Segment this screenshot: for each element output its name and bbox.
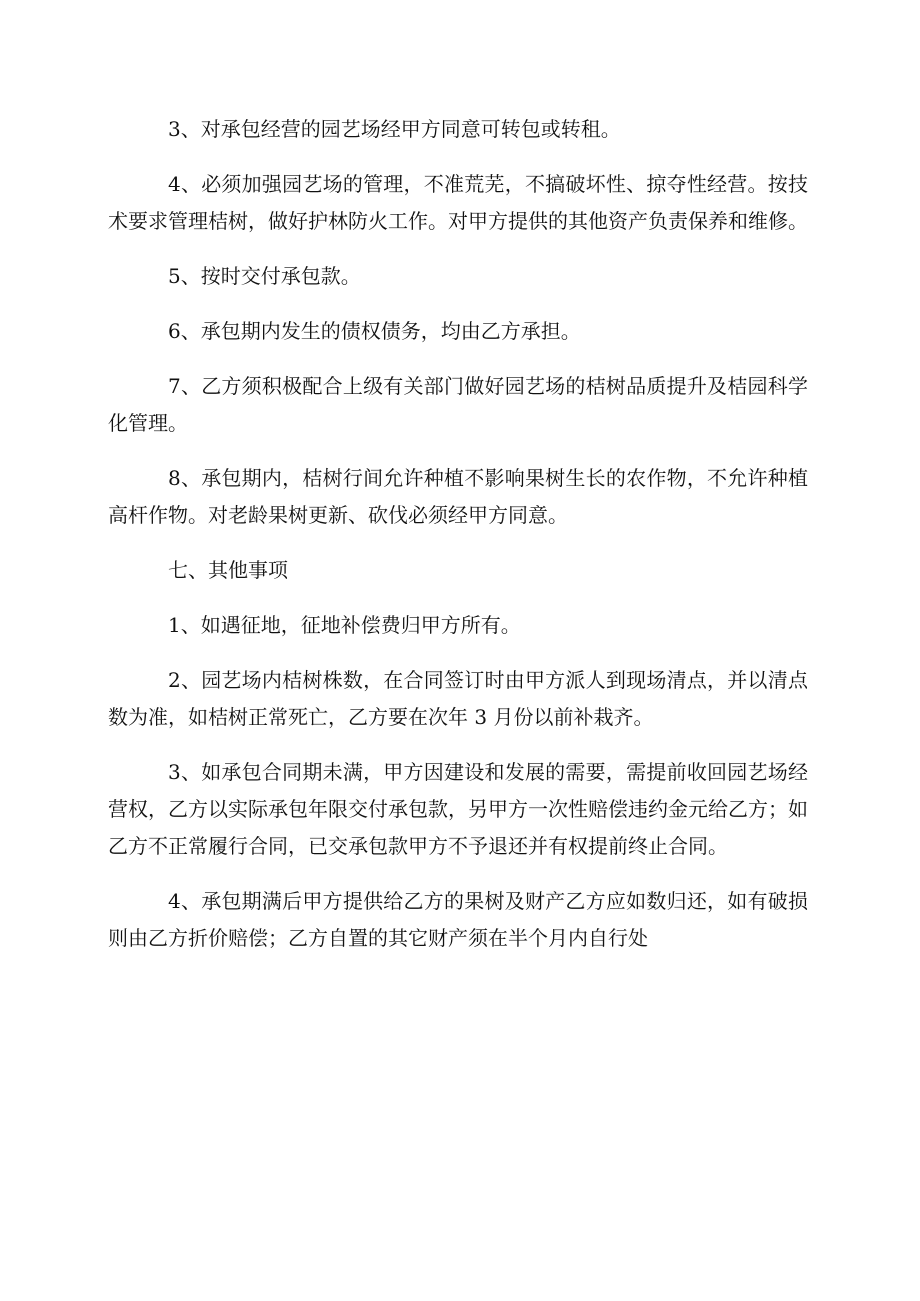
section-heading-other-matters: 七、其他事项 xyxy=(168,558,288,582)
clause-7-cooperation: 7、乙方须积极配合上级有关部门做好园艺场的桔树品质提升及桔园科学化管理。 xyxy=(108,374,808,435)
other-clause-1-land: 1、如遇征地，征地补偿费归甲方所有。 xyxy=(168,613,521,637)
clause-5-payment: 5、按时交付承包款。 xyxy=(168,264,361,288)
clause-3-sublease: 3、对承包经营的园艺场经甲方同意可转包或转租。 xyxy=(168,117,621,141)
clause-6-debts: 6、承包期内发生的债权债务，均由乙方承担。 xyxy=(168,319,581,343)
clause-8-planting: 8、承包期内，桔树行间允许种植不影响果树生长的农作物，不允许种植高杆作物。对老龄果树更新、砍伐必须经甲方同意。 xyxy=(108,466,808,527)
other-clause-2-tree-count: 2、园艺场内桔树株数，在合同签订时由甲方派人到现场清点，并以清点数为准，如桔树正常死亡，乙方要在次年 3 月份以前补栽齐。 xyxy=(108,668,808,729)
other-clause-3-termination: 3、如承包合同期未满，甲方因建设和发展的需要，需提前收回园艺场经营权，乙方以实际承包年限交付承包款，另甲方一次性赔偿违约金元给乙方；如乙方不正常履行合同，已交承包款甲方不予退还并有权提前终止合同。 xyxy=(108,760,808,858)
other-clause-4-return: 4、承包期满后甲方提供给乙方的果树及财产乙方应如数归还，如有破损则由乙方折价赔偿；乙方自置的其它财产须在半个月内自行处 xyxy=(108,889,808,950)
document-body xyxy=(108,111,808,975)
clause-4-management: 4、必须加强园艺场的管理，不准荒芜，不搞破坏性、掠夺性经营。按技术要求管理桔树，做好护林防火工作。对甲方提供的其他资产负责保养和维修。 xyxy=(108,172,808,233)
